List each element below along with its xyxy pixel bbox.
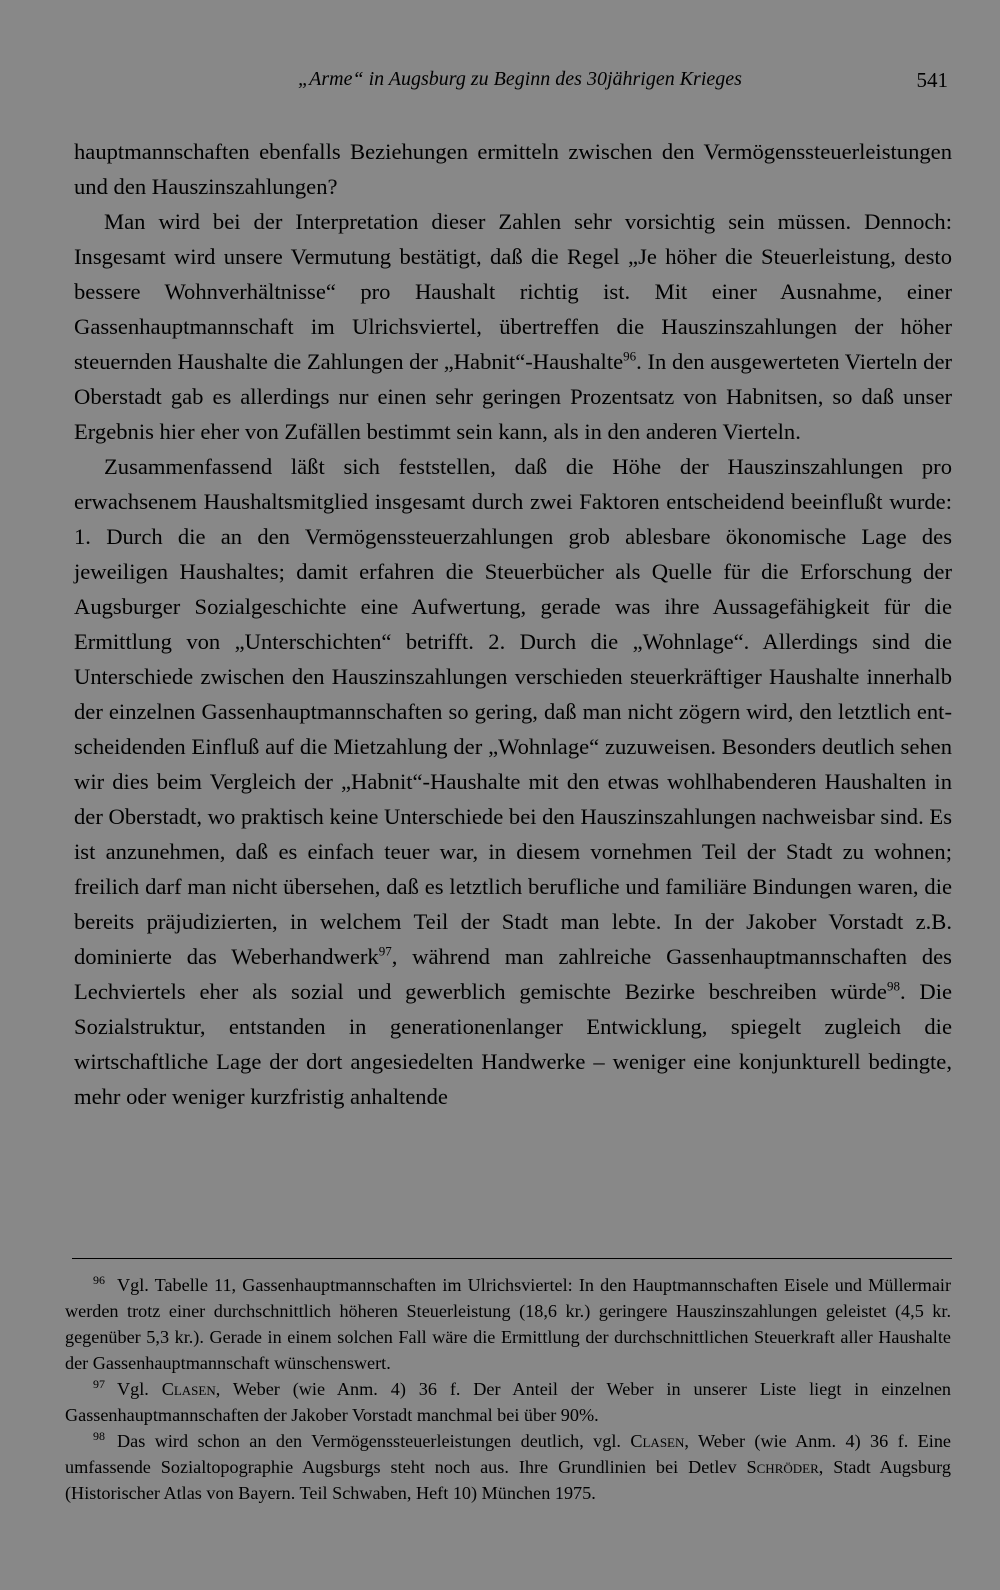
- paragraph-2-text-b: . In den ausgewerteten Vierteln der Oberstadt gab es allerdings nur einen sehr geringen Prozentsatz von Habnitsen, so daß unser Ergebnis hier eher von Zufällen bestimmt sein kann, als in den anderen Vierteln.: [74, 349, 952, 444]
- running-title: „Arme“ in Augsburg zu Beginn des 30jährigen Krieges: [298, 68, 742, 90]
- author-name: Clasen: [161, 1379, 216, 1399]
- footnote-number: 97: [93, 1376, 105, 1391]
- footnotes: [65, 1272, 951, 1506]
- footnote-text: , Weber (wie Anm. 4) 36 f. Der Anteil der Weber in unserer Liste liegt in einzelnen Gassenhauptmannschaften der Jakober Vorstadt manchmal bei über 90%.: [65, 1379, 952, 1425]
- paragraph-3-text-c: . Die Sozialstruktur, entstanden in generationenlanger Entwicklung, spiegelt zugleich die wirtschaftliche Lage der dort angesiedelten Handwerke – weniger eine konjunkturell bedingte, mehr oder weniger kurzfristig anhaltende: [74, 979, 953, 1109]
- author-name: Schröder: [746, 1457, 819, 1477]
- paragraph-3: [74, 449, 952, 1114]
- footnote-text: Das wird schon an den Vermögenssteuerleistungen deutlich, vgl.: [117, 1431, 631, 1451]
- footnote-98: [65, 1428, 951, 1506]
- footnote-96: [65, 1272, 951, 1376]
- running-head: [72, 68, 948, 108]
- footnote-number: 96: [93, 1272, 105, 1287]
- paragraph-3-text-b: , während man zahlreiche Gassenhauptmannschaften des Lechviertels eher als sozial und gewerblich gemischte Bezirke beschreiben würde: [74, 944, 952, 1004]
- footnote-text: , Stadt Augsburg (Historischer Atlas von Bayern. Teil Schwaben, Heft 10) München 1975.: [65, 1457, 951, 1503]
- footnote-ref-96[interactable]: 96: [623, 348, 637, 364]
- paragraph-1: [74, 134, 952, 204]
- footnote-text: Vgl. Tabelle 11, Gassenhauptmannschaften im Ulrichsviertel: In den Hauptmannschaften Eisele und Müllermair werden trotz einer durchschnittlich höheren Steuerleistung (18,6 kr.) geringere Hauszinszahlungen geleistet (4,5 kr. gegenüber 5,3 kr.). Gerade in einem solchen Fall wäre die Ermittlung der durchschnittlichen Steuerkraft aller Haushalte der Gassenhauptmannschaft wünschenswert.: [65, 1275, 951, 1373]
- footnote-divider: [72, 1258, 952, 1259]
- body-text: [74, 134, 952, 1114]
- paragraph-2-text-a: Man wird bei der Interpretation dieser Zahlen sehr vorsichtig sein müssen. Dennoch: Insgesamt wird unsere Vermutung bestätigt, daß die Regel „Je höher die Steuerleistung, desto bessere Wohnverhältnisse“ pro Haushalt richtig ist. Mit einer Ausnahme, einer Gassenhauptmannschaft im Ulrichsviertel, übertreffen die Hauszinszahlungen der höher steuernden Haushalte die Zahlungen der „Habnit“-Haushalte: [74, 209, 952, 374]
- paragraph-1-text: hauptmannschaften ebenfalls Beziehungen ermitteln zwischen den Vermögenssteuerleistungen und den Hauszinszahlungen?: [74, 139, 952, 199]
- footnote-number: 98: [93, 1428, 105, 1443]
- footnote-97: [65, 1376, 951, 1428]
- footnote-text: , Weber (wie Anm. 4) 36 f. Eine umfassende Sozialtopographie Augsburgs steht noch aus. Ihre Grundlinien bei Detlev: [65, 1431, 951, 1477]
- paragraph-2: [74, 204, 952, 449]
- footnote-ref-98[interactable]: 98: [886, 978, 900, 994]
- footnote-text: Vgl.: [117, 1379, 162, 1399]
- author-name: Clasen: [630, 1431, 685, 1451]
- paragraph-3-text-a: Zusammenfassend läßt sich feststellen, daß die Höhe der Hauszinszahlungen pro erwachsenem Haushaltsmitglied insgesamt durch zwei Faktoren entscheidend beeinflußt wurde: 1. Durch die an den Vermögenssteuerzahlungen grob ablesbare ökonomische Lage des jeweiligen Haushaltes; damit erfahren die Steuerbücher als Quelle für die Erforschung der Augsburger Sozialgeschichte eine Aufwertung, gerade was ihre Aussagefähigkeit für die Ermittlung von „Unterschichten“ betrifft. 2. Durch die „Wohnlage“. Allerdings sind die Unterschiede zwischen den Hauszinszahlungen verschieden steuerkräftiger Haushalte innerhalb der einzelnen Gassenhauptmannschaften so gering, daß man nicht zögern wird, den letztlich entscheidenden Einfluß auf die Mietzahlung der „Wohnlage“ zuzuweisen. Besonders deutlich sehen wir dies beim Vergleich der „Habnit“-Haushalte mit den etwas wohlhabenderen Haushalten in der Oberstadt, wo praktisch keine Unterschiede bei den Hauszinszahlungen nachweisbar sind. Es ist anzunehmen, daß es einfach teuer war, in diesem vornehmen Teil der Stadt zu wohnen; freilich darf man nicht übersehen, daß es letztlich berufliche und familiäre Bindungen waren, die bereits präjudizierten, in welchem Teil der Stadt man lebte. In der Jakober Vorstadt z.B. dominierte das Weberhandwerk: [74, 454, 952, 969]
- page-number: 541: [916, 68, 948, 92]
- footnote-ref-97[interactable]: 97: [378, 943, 392, 959]
